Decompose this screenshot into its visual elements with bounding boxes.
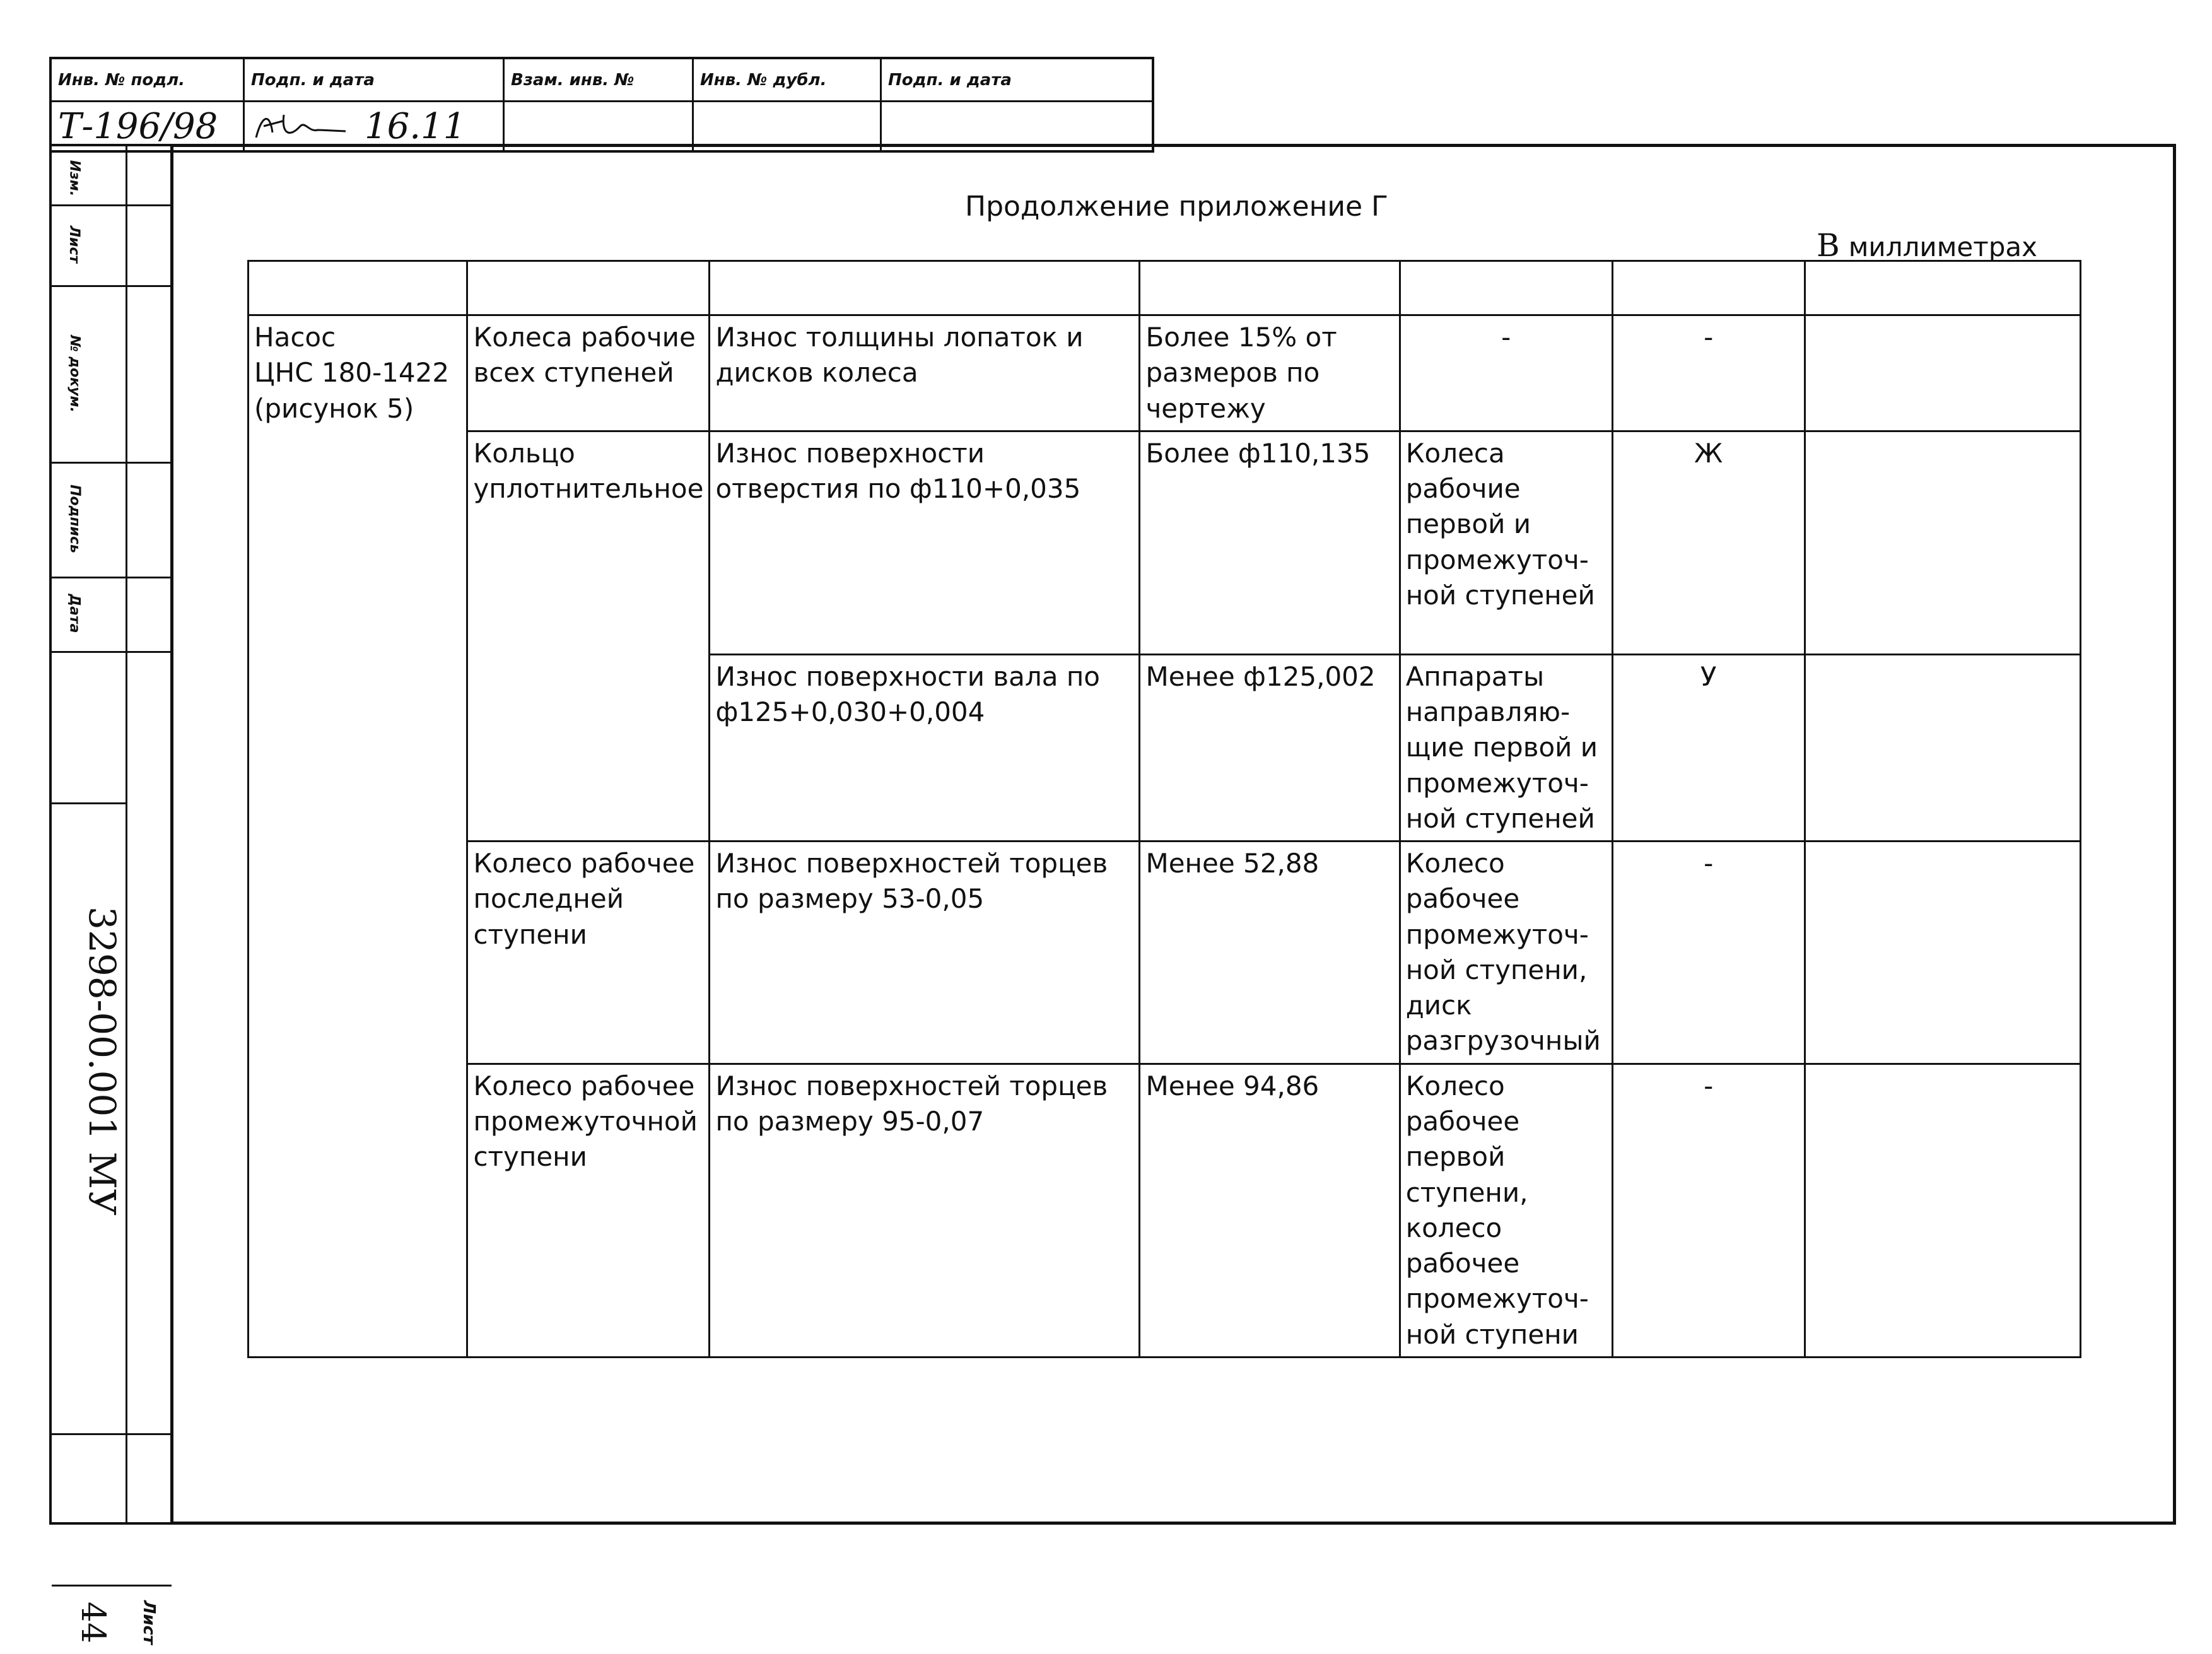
table-cell-empty: [1805, 431, 2080, 654]
page-caption: Продолжение приложение Г: [965, 191, 1388, 223]
table-cell-defect: Износ поверхностей торцев по размеру 95-0,07: [710, 1064, 1140, 1357]
units-letter: В: [1817, 227, 1840, 264]
stamp-value-podp-data-2: [882, 102, 1152, 150]
table-cell-related: -: [1400, 315, 1612, 431]
table-cell-empty: [1805, 654, 2080, 841]
side-label-list: Лист: [66, 225, 83, 263]
table-cell-defect: Износ поверхности отверстия по ф110+0,035: [710, 431, 1140, 654]
table-cell-part: Колесо рабочее промежуточной ступени: [467, 1064, 710, 1357]
stamp-header-podp-data-2: Подп. и дата: [882, 59, 1152, 102]
side-label-izm: Изм.: [66, 160, 83, 196]
table-row: [249, 842, 2081, 1064]
table-cell-code: У: [1612, 654, 1805, 841]
table-cell-related: Колесо рабочее первой ступени, колесо рабочее промежуточ-ной ступени: [1400, 1064, 1612, 1357]
table-cell-part: Колеса рабочие всех ступеней: [467, 315, 710, 431]
table-cell-code: Ж: [1612, 431, 1805, 654]
stamp-value-vzam-inv: [505, 102, 694, 150]
table-header-row: [249, 261, 2081, 315]
document-code: 3298-00.001 МУ: [81, 906, 124, 1216]
stamp-header-inv-podl: Инв. № подл.: [52, 59, 245, 102]
stamp-value-inv-podl: Т-196/98: [52, 102, 245, 150]
side-label-podpis: Подпись: [66, 484, 83, 553]
table-cell-related: Аппараты направляю-щие первой и промежуточ-ной ступеней: [1400, 654, 1612, 841]
top-stamp: [49, 57, 1154, 153]
side-label-dokum: № докум.: [66, 334, 83, 413]
sheet-number: 44: [73, 1601, 112, 1644]
table-cell-defect: Износ поверхности вала по ф125+0,030+0,004: [710, 654, 1140, 841]
units-note: [1817, 227, 2037, 264]
table-cell-code: -: [1612, 1064, 1805, 1357]
table-cell-limit: Менее 52,88: [1140, 842, 1400, 1064]
table-cell-related: Колеса рабочие первой и промежуточ-ной ступеней: [1400, 431, 1612, 654]
table-cell-code: -: [1612, 842, 1805, 1064]
stamp-value-inv-dubl: [694, 102, 882, 150]
table-cell-limit: Более 15% от размеров по чертежу: [1140, 315, 1400, 431]
table-cell-defect: Износ толщины лопаток и дисков колеса: [710, 315, 1140, 431]
table-row: [249, 431, 2081, 654]
table-cell-related: Колесо рабочее промежуточ-ной ступени, диск разгрузочный: [1400, 842, 1612, 1064]
table-cell-limit: Менее ф125,002: [1140, 654, 1400, 841]
side-label-data: Дата: [66, 593, 83, 633]
table-cell-limit: Менее 94,86: [1140, 1064, 1400, 1357]
table-cell-code: -: [1612, 315, 1805, 431]
side-stamp-column-narrow: [127, 146, 172, 1522]
stamp-value-signature: [245, 102, 505, 150]
table-cell-defect: Износ поверхностей торцев по размеру 53-0,05: [710, 842, 1140, 1064]
stamp-date: 16.11: [365, 105, 466, 147]
table-cell-limit: Более ф110,135: [1140, 431, 1400, 654]
stamp-header-inv-dubl: Инв. № дубл.: [694, 59, 882, 102]
stamp-header-vzam-inv: Взам. инв. №: [505, 59, 694, 102]
table-cell-part: Колесо рабочее последней ступени: [467, 842, 710, 1064]
sheet-label: Лист: [139, 1600, 159, 1645]
table-row: [249, 1064, 2081, 1357]
handwritten-signature: [251, 107, 358, 145]
table-row: [249, 315, 2081, 431]
table-cell-empty: [1805, 315, 2080, 431]
table-cell-group: Насос ЦНС 180-1422 (рисунок 5): [249, 315, 467, 1358]
table-cell-empty: [1805, 1064, 2080, 1357]
stamp-header-podp-data: Подп. и дата: [245, 59, 505, 102]
table-cell-part: Кольцо уплотнительное: [467, 431, 710, 841]
defects-table: [247, 260, 2081, 1358]
side-stamp: [49, 144, 173, 1645]
units-text: миллиметрах: [1848, 232, 2037, 262]
table-cell-empty: [1805, 842, 2080, 1064]
